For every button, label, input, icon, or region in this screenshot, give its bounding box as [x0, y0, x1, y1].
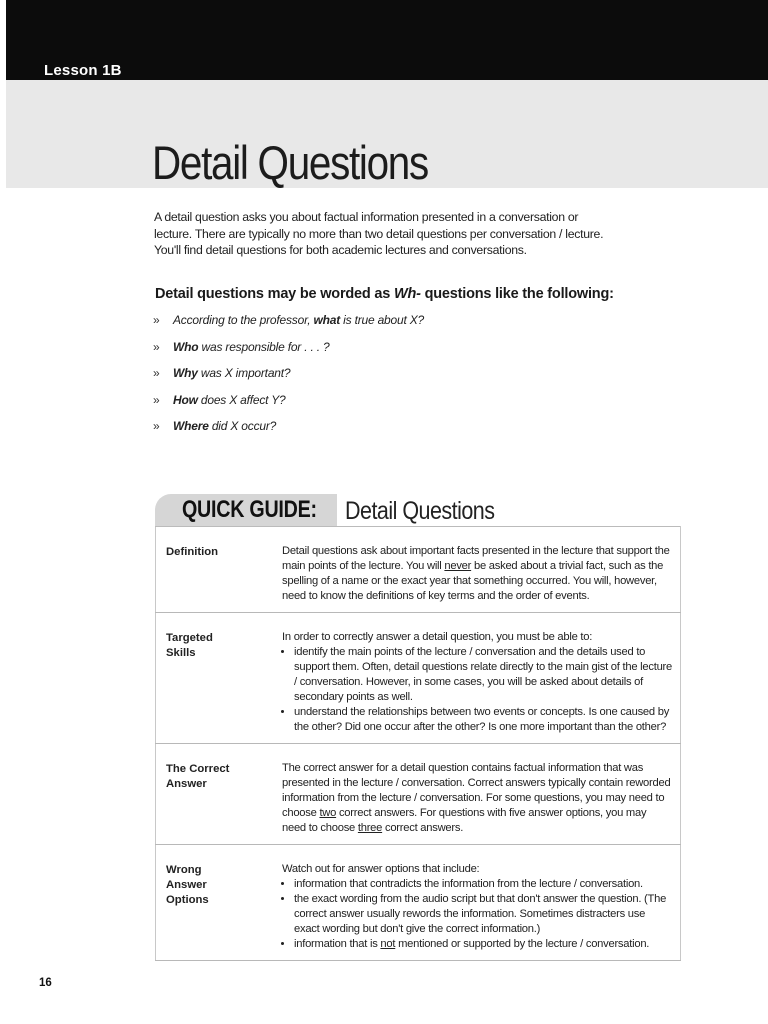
- chevron-bullet-icon: »: [153, 392, 160, 407]
- table-row: [156, 845, 681, 961]
- row-description: The correct answer for a detail question contains factual information that was presented in the lecture / conversation. Correct answers typically contain reworded information from the lecture / conversation. For some questions, you may need to choose two correct answers. For questions with five answer options, you may need to choose three correct answers.: [272, 744, 681, 845]
- page-title: Detail Questions: [152, 136, 428, 189]
- quick-guide-label: QUICK GUIDE:: [182, 496, 317, 523]
- list-item: [153, 419, 424, 446]
- skills-list: [282, 645, 672, 735]
- list-item: [153, 340, 424, 367]
- subheading-text: questions like the following:: [420, 286, 614, 302]
- chevron-bullet-icon: »: [153, 366, 160, 381]
- row-description: [272, 613, 681, 744]
- list-item: • information that is not mentioned or supported by the lecture / conversation.: [294, 937, 672, 952]
- subheading-text: Detail questions may be worded as: [155, 286, 394, 302]
- section-subheading: [155, 286, 614, 302]
- quick-guide-table: [155, 526, 681, 961]
- intro-line: lecture. There are typically no more than two detail questions per conversation / lecture.: [154, 226, 604, 241]
- list-item: [153, 313, 424, 340]
- lesson-label: Lesson 1B: [44, 62, 122, 79]
- row-label: Wrong Answer Options: [156, 845, 273, 961]
- example-question: Who was responsible for . . . ?: [173, 339, 330, 354]
- intro-line: A detail question asks you about factual information presented in a conversation or: [154, 210, 579, 224]
- wrong-options-list: [282, 877, 672, 952]
- list-item: • understand the relationships between two events or concepts. Is one caused by the other? Did one occur after the other? Is one more important than the other?: [294, 705, 672, 735]
- list-item: • identify the main points of the lecture / conversation and the details used to support them. Often, detail questions relate directly to the main gist of the lecture / conversation. However, in some cases, you will be asked about details of secondary points as well.: [294, 645, 672, 705]
- list-item: [153, 366, 424, 393]
- row-label: The Correct Answer: [156, 744, 273, 845]
- example-question: According to the professor, what is true about X?: [173, 313, 425, 327]
- row-description: [272, 845, 681, 961]
- subheading-emphasis: Wh-: [393, 286, 421, 302]
- chevron-bullet-icon: »: [153, 419, 160, 434]
- example-question-list: [153, 313, 424, 446]
- example-question: Where did X occur?: [173, 419, 277, 434]
- table-row: [156, 527, 681, 613]
- row-lead-text: Watch out for answer options that include:: [282, 863, 480, 875]
- row-label: Definition: [156, 527, 273, 613]
- page-number: 16: [39, 977, 52, 989]
- table-row: [156, 744, 681, 845]
- quick-guide-topic: Detail Questions: [345, 497, 495, 525]
- table-row: [156, 613, 681, 744]
- row-lead-text: In order to correctly answer a detail question, you must be able to:: [282, 631, 593, 643]
- chevron-bullet-icon: »: [153, 339, 160, 354]
- list-item: • information that contradicts the information from the lecture / conversation.: [294, 877, 672, 892]
- chevron-bullet-icon: »: [153, 313, 160, 327]
- intro-paragraph: [154, 209, 644, 259]
- example-question: Why was X important?: [173, 366, 291, 381]
- row-description: Detail questions ask about important facts presented in the lecture that support the main points of the lecture. You will never be asked about a trivial fact, such as the spelling of a name or the exact year that something occurred. You will, however, need to know the definitions of key terms and the order of events.: [272, 527, 681, 613]
- intro-line: You'll find detail questions for both academic lectures and conversations.: [154, 243, 527, 257]
- example-question: How does X affect Y?: [173, 392, 286, 407]
- list-item: [153, 393, 424, 420]
- row-label: Targeted Skills: [156, 613, 273, 744]
- list-item: • the exact wording from the audio script but that don't answer the question. (The correct answer usually rewords the information. Sometimes distracters use exact wording but don't give the correct information.): [294, 892, 672, 937]
